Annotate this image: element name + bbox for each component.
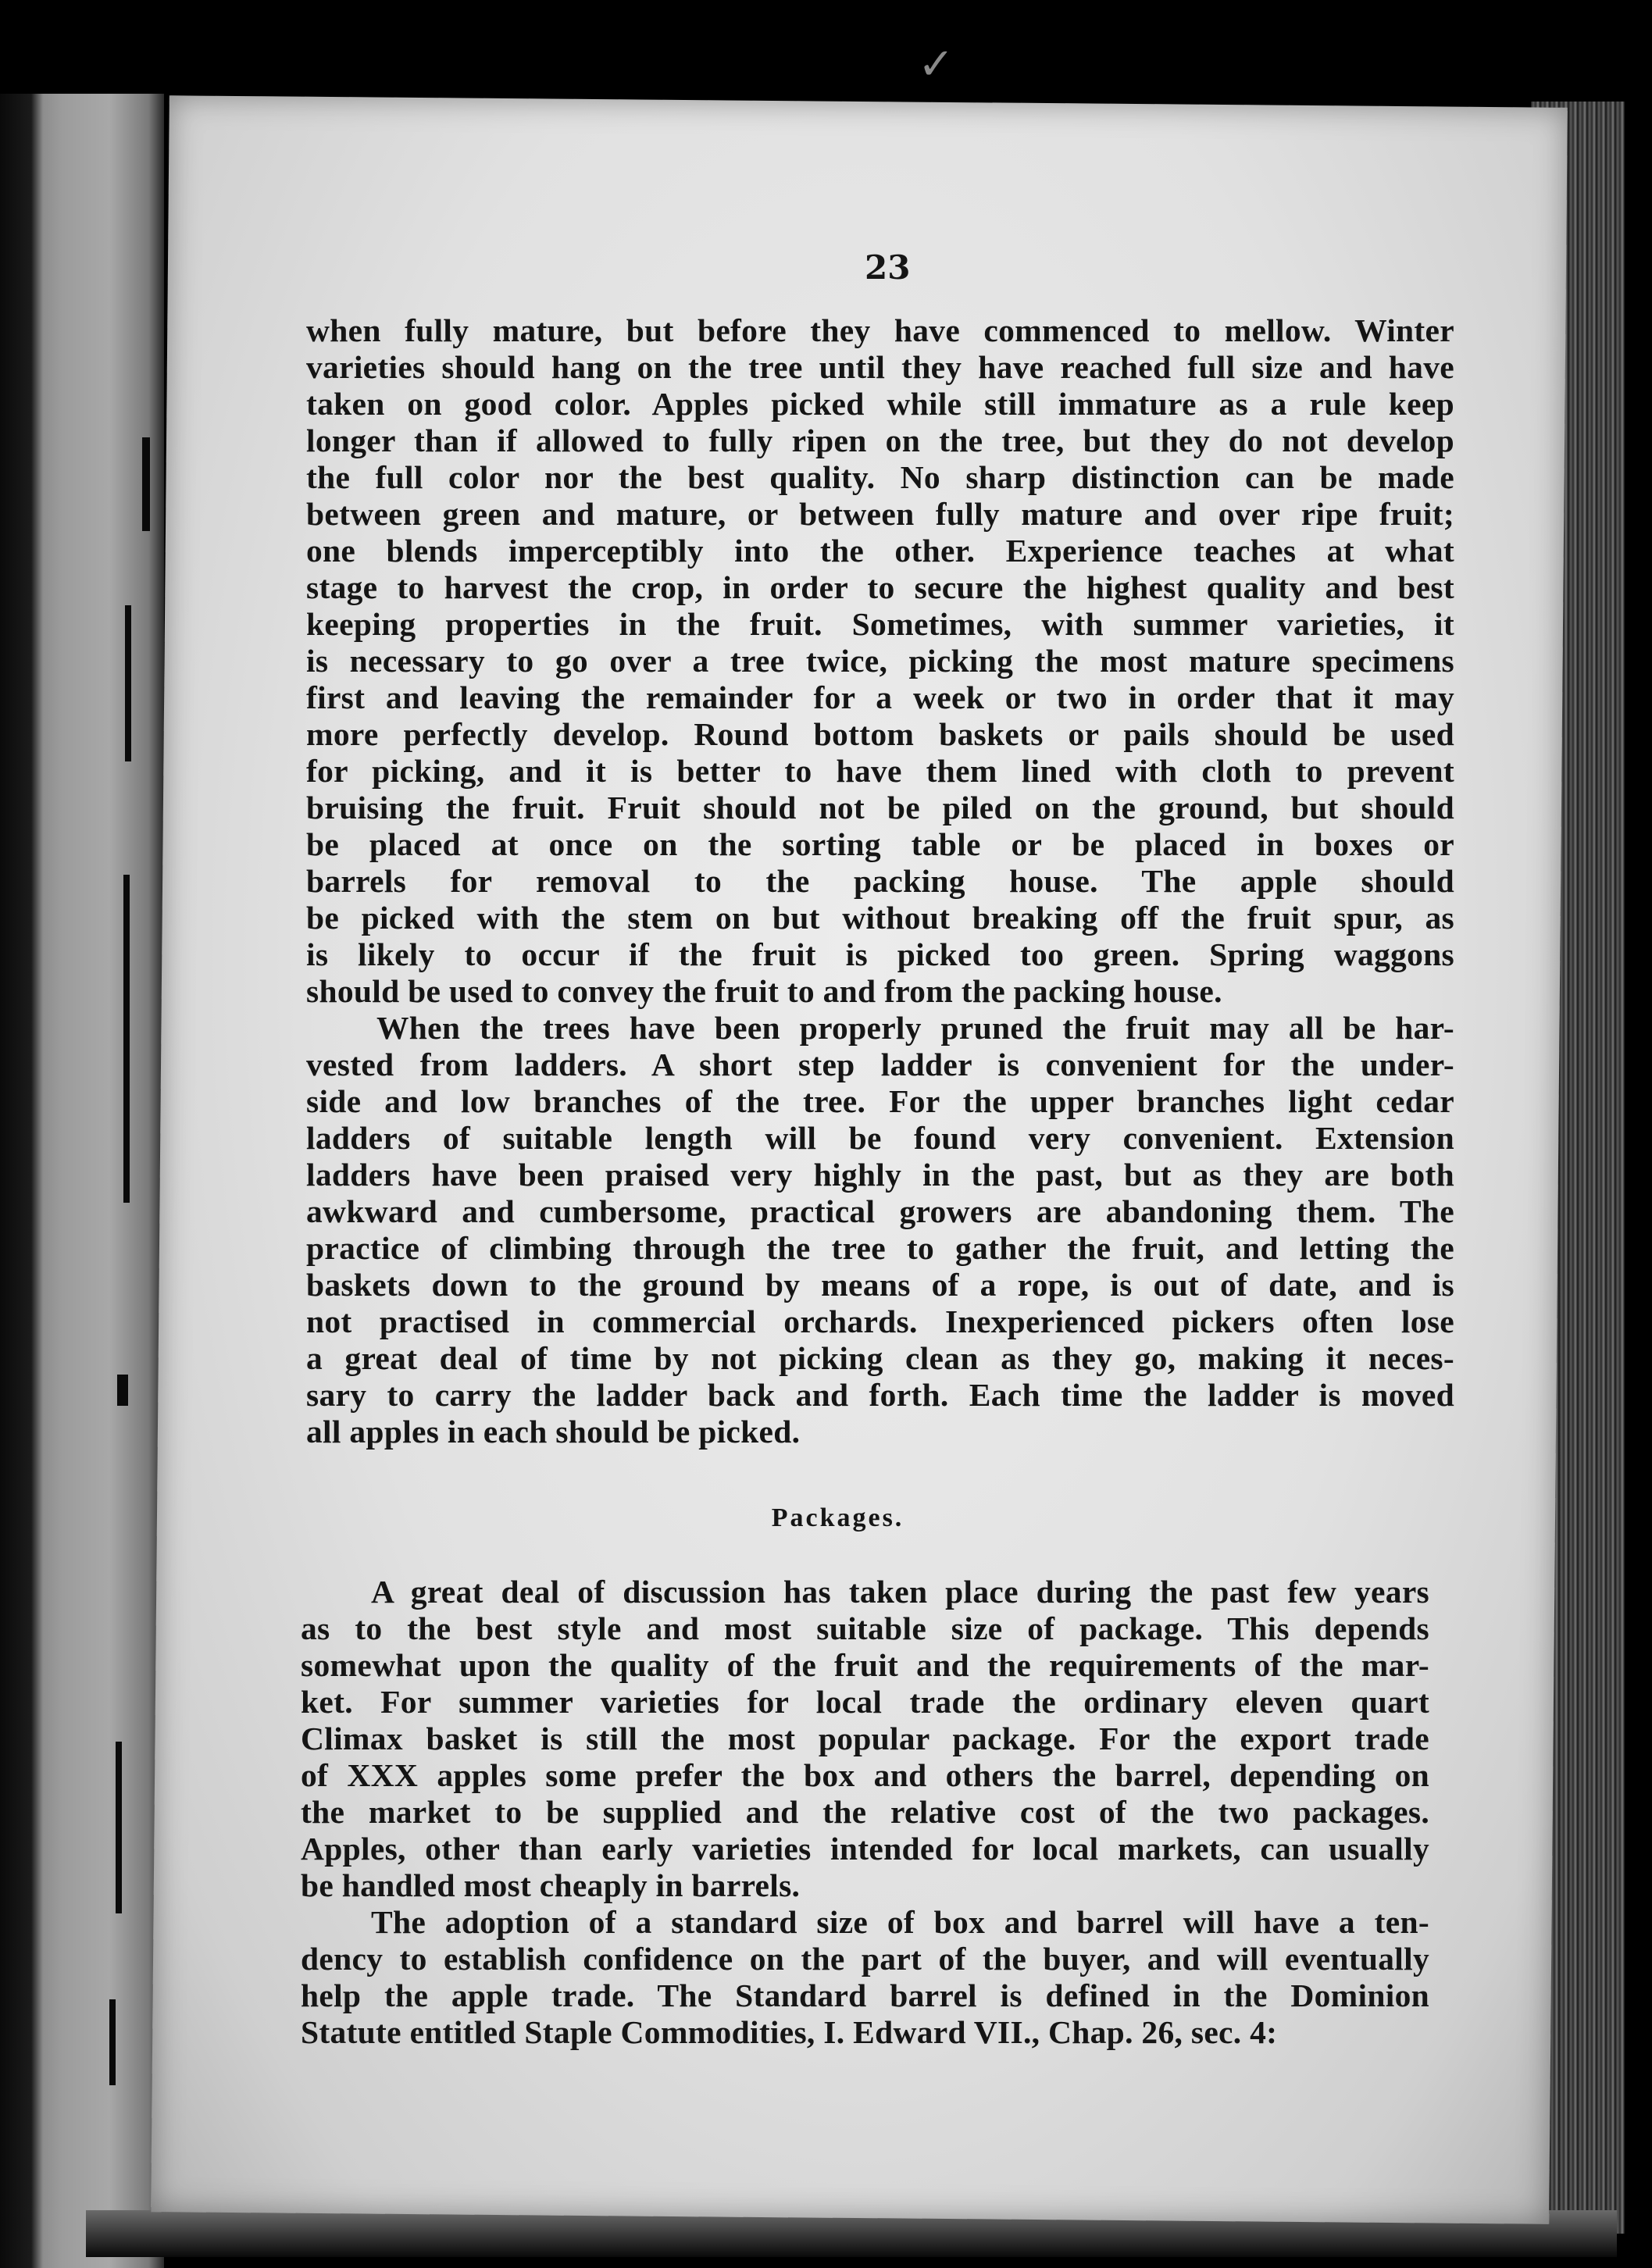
text-line: more perfectly develop. Round bottom baskets or pails should be used (306, 716, 1454, 752)
text-line: Apples, other than early varieties intended for local markets, can usually (301, 1831, 1429, 1867)
text-line: ladders of suitable length will be found very convenient. Extension (306, 1120, 1454, 1156)
text-line: be placed at once on the sorting table or be placed in boxes or (306, 826, 1454, 862)
binding-mark (142, 437, 150, 531)
body-text-after-heading (301, 1574, 1429, 2051)
text-line: as to the best style and most suitable size of package. This depends (301, 1610, 1429, 1646)
text-line: stage to harvest the crop, in order to secure the highest quality and best (306, 569, 1454, 605)
body-text-before-heading (306, 312, 1454, 1450)
text-line: help the apple trade. The Standard barrel is defined in the Dominion (301, 1977, 1429, 2013)
text-line: ladders have been praised very highly in the past, but as they are both (306, 1157, 1454, 1193)
text-line: awkward and cumbersome, practical growers are abandoning them. The (306, 1193, 1454, 1229)
text-line: taken on good color. Apples picked while still immature as a rule keep (306, 386, 1454, 422)
text-line: be handled most cheaply in barrels. (301, 1867, 801, 1903)
text-line: a great deal of time by not picking clean as they go, making it neces- (306, 1340, 1454, 1376)
text-line: A great deal of discussion has taken place during the past few years (371, 1574, 1429, 1610)
binding-mark (109, 1999, 116, 2085)
paragraph (306, 1010, 1454, 1450)
text-line: between green and mature, or between fully mature and over ripe fruit; (306, 496, 1454, 532)
text-line: not practised in commercial orchards. Inexperienced pickers often lose (306, 1303, 1454, 1339)
text-line: Statute entitled Staple Commodities, I. Edward VII., Chap. 26, sec. 4: (301, 2014, 1278, 2050)
text-line: Climax basket is still the most popular package. For the export trade (301, 1721, 1429, 1756)
section-heading: Packages. (771, 1503, 904, 1532)
page-number: 23 (865, 248, 911, 287)
binding-mark (116, 1742, 122, 1913)
text-line: When the trees have been properly pruned the fruit may all be har- (376, 1010, 1454, 1046)
text-line: one blends imperceptibly into the other. Experience teaches at what (306, 533, 1454, 569)
binding-mark (123, 875, 130, 1203)
text-line: for picking, and it is better to have them lined with cloth to prevent (306, 753, 1454, 789)
text-line: The adoption of a standard size of box and barrel will have a ten- (371, 1904, 1429, 1940)
left-binding-strip (0, 94, 164, 2268)
text-line: is necessary to go over a tree twice, picking the most mature specimens (306, 643, 1454, 679)
text-line: the full color nor the best quality. No sharp distinction can be made (306, 459, 1454, 495)
text-line: sary to carry the ladder back and forth. Each time the ladder is moved (306, 1377, 1454, 1413)
binding-mark (125, 605, 131, 761)
text-line: when fully mature, but before they have commenced to mellow. Winter (306, 312, 1454, 348)
text-line: bruising the fruit. Fruit should not be piled on the ground, but should (306, 790, 1454, 826)
text-line: baskets down to the ground by means of a rope, is out of date, and is (306, 1267, 1454, 1303)
text-line: first and leaving the remainder for a week or two in order that it may (306, 679, 1454, 715)
text-line: all apples in each should be picked. (306, 1414, 801, 1450)
paragraph (301, 1904, 1429, 2051)
text-line: the market to be supplied and the relative cost of the two packages. (301, 1794, 1429, 1830)
paragraph (301, 1574, 1429, 1904)
text-line: somewhat upon the quality of the fruit and the requirements of the mar- (301, 1647, 1429, 1683)
text-line: is likely to occur if the fruit is picked too green. Spring waggons (306, 936, 1454, 972)
text-line: barrels for removal to the packing house. The apple should (306, 863, 1454, 899)
binding-mark (117, 1375, 128, 1406)
text-line: be picked with the stem on but without breaking off the fruit spur, as (306, 900, 1454, 936)
text-line: dency to establish confidence on the part of the buyer, and will eventually (301, 1941, 1429, 1977)
text-line: vested from ladders. A short step ladder is convenient for the under- (306, 1047, 1454, 1082)
text-line: should be used to convey the fruit to and from the packing house. (306, 973, 1222, 1009)
text-line: side and low branches of the tree. For the upper branches light cedar (306, 1083, 1454, 1119)
text-line: varieties should hang on the tree until they have reached full size and have (306, 349, 1454, 385)
text-line: longer than if allowed to fully ripen on the tree, but they do not develop (306, 423, 1454, 458)
text-line: of XXX apples some prefer the box and others the barrel, depending on (301, 1757, 1429, 1793)
paragraph (306, 312, 1454, 1010)
check-mark-icon: ✓ (918, 39, 954, 90)
text-line: practice of climbing through the tree to gather the fruit, and letting the (306, 1230, 1454, 1266)
text-line: keeping properties in the fruit. Sometimes, with summer varieties, it (306, 606, 1454, 642)
text-line: ket. For summer varieties for local trade the ordinary eleven quart (301, 1684, 1429, 1720)
